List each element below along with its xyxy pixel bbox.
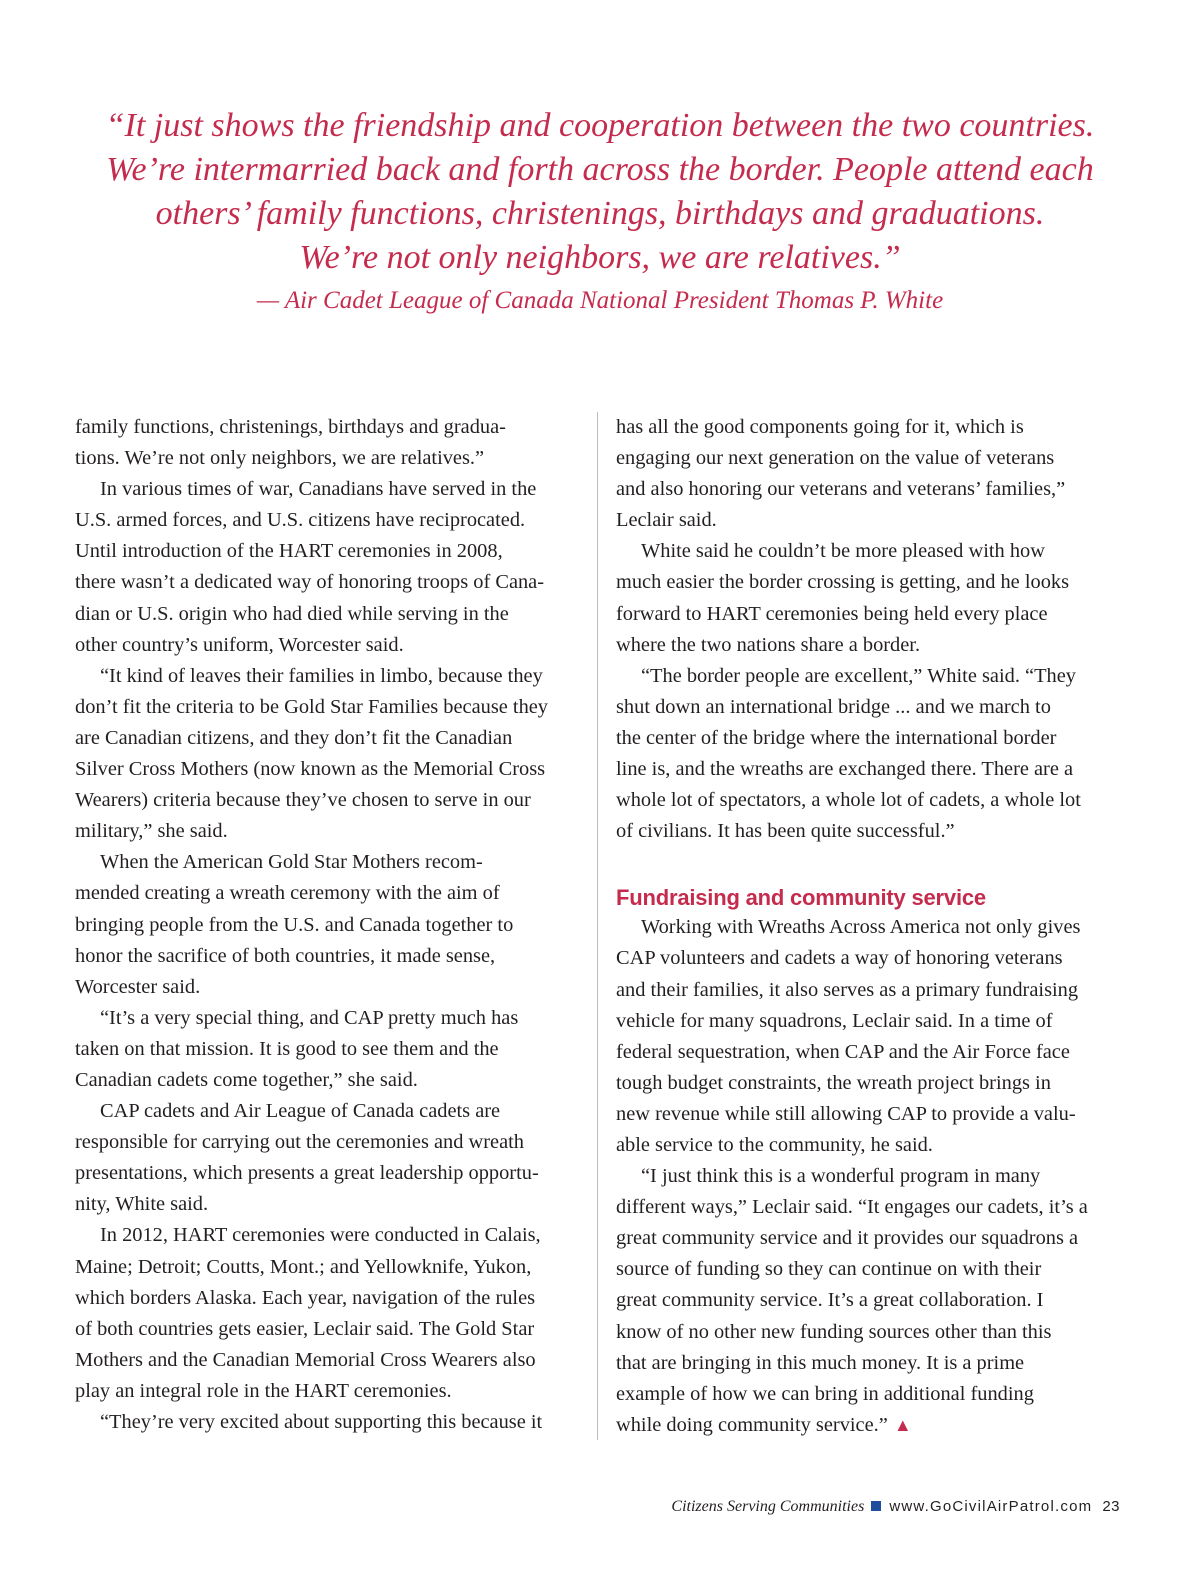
pull-quote-line: “It just shows the friendship and cooperation between the two countries. <box>105 107 1095 144</box>
text-line: great community service. It’s a great collaboration. I <box>616 1289 1044 1312</box>
footer-square-icon <box>871 1501 881 1511</box>
text-line: know of no other new funding sources other than this <box>616 1320 1052 1343</box>
text-line: vehicle for many squadrons, Leclair said. In a time of <box>616 1009 1053 1032</box>
text-line: are Canadian citizens, and they don’t fit the Canadian <box>75 726 513 749</box>
text-line: shut down an international bridge ... and we march to <box>616 695 1051 718</box>
text-line: source of funding so they can continue on with their <box>616 1258 1042 1281</box>
text-line: dian or U.S. origin who had died while serving in the <box>75 602 509 625</box>
text-line: that are bringing in this much money. It is a prime <box>616 1351 1025 1374</box>
text-line: military,” she said. <box>75 820 228 843</box>
right-column <box>616 412 1128 1441</box>
text-line: presentations, which presents a great leadership opportu- <box>75 1162 539 1185</box>
text-line: different ways,” Leclair said. “It engages our cadets, it’s a <box>616 1196 1088 1219</box>
text-line: Working with Wreaths Across America not only gives <box>641 916 1081 939</box>
text-line: “It’s a very special thing, and CAP pretty much has <box>100 1006 519 1029</box>
text-line: play an integral role in the HART ceremonies. <box>75 1379 452 1402</box>
text-line: federal sequestration, when CAP and the Air Force face <box>616 1040 1070 1063</box>
text-line: responsible for carrying out the ceremonies and wreath <box>75 1131 524 1154</box>
text-line: CAP volunteers and cadets a way of honoring veterans <box>616 947 1063 970</box>
text-line: tough budget constraints, the wreath project brings in <box>616 1071 1051 1094</box>
text-line: new revenue while still allowing CAP to provide a valu- <box>616 1102 1076 1125</box>
text-line: whole lot of spectators, a whole lot of cadets, a whole lot <box>616 789 1081 812</box>
text-line: there wasn’t a dedicated way of honoring troops of Cana- <box>75 571 545 594</box>
text-line: Until introduction of the HART ceremonies in 2008, <box>75 540 503 563</box>
text-line: When the American Gold Star Mothers recom- <box>100 851 483 874</box>
text-line: Wearers) criteria because they’ve chosen to serve in our <box>75 789 531 812</box>
pull-quote-attribution: — Air Cadet League of Canada National President Thomas P. White <box>256 287 944 314</box>
text-line: forward to HART ceremonies being held every place <box>616 602 1048 625</box>
text-line: In various times of war, Canadians have served in the <box>100 478 537 501</box>
text-line: “I just think this is a wonderful program in many <box>641 1165 1041 1188</box>
text-line: taken on that mission. It is good to see them and the <box>75 1037 499 1060</box>
text-line: “The border people are excellent,” White said. “They <box>641 664 1076 687</box>
pull-quote-line: others’ family functions, christenings, birthdays and graduations. <box>155 195 1045 232</box>
text-line: example of how we can bring in additional funding <box>616 1382 1034 1405</box>
text-line: and their families, it also serves as a primary fundraising <box>616 978 1079 1001</box>
text-line: U.S. armed forces, and U.S. citizens have reciprocated. <box>75 509 526 532</box>
left-column <box>75 412 585 1438</box>
text-line: able service to the community, he said. <box>616 1133 933 1156</box>
text-line: Leclair said. <box>616 509 717 532</box>
footer-tagline: Citizens Serving Communities <box>671 1498 865 1515</box>
text-line: where the two nations share a border. <box>616 633 921 656</box>
text-line: bringing people from the U.S. and Canada together to <box>75 913 514 936</box>
text-line: In 2012, HART ceremonies were conducted in Calais, <box>100 1224 541 1247</box>
text-line: great community service and it provides our squadrons a <box>616 1227 1079 1250</box>
text-line: the center of the bridge where the international border <box>616 726 1057 749</box>
text-line: Maine; Detroit; Coutts, Mont.; and Yellowknife, Yukon, <box>75 1255 532 1278</box>
text-line: “It kind of leaves their families in limbo, because they <box>100 664 543 687</box>
section-heading: Fundraising and community service <box>616 885 986 911</box>
text-line: engaging our next generation on the value of veterans <box>616 447 1055 470</box>
text-line-last <box>616 1410 1128 1441</box>
text-line: much easier the border crossing is getting, and he looks <box>616 571 1070 594</box>
text-line: Canadian cadets come together,” she said. <box>75 1068 418 1091</box>
text-line: tions. We’re not only neighbors, we are relatives.” <box>75 447 485 470</box>
pull-quote-line: We’re intermarried back and forth across the border. People attend each <box>106 151 1094 188</box>
text-line: line is, and the wreaths are exchanged there. There are a <box>616 758 1074 781</box>
text-line: family functions, christenings, birthdays and gradua- <box>75 416 506 438</box>
text-line: CAP cadets and Air League of Canada cadets are <box>100 1100 501 1123</box>
pull-quote-line: We’re not only neighbors, we are relatives.” <box>299 239 901 276</box>
column-divider <box>597 412 598 1440</box>
footer-url: www.GoCivilAirPatrol.com <box>889 1498 1093 1515</box>
text-line: Mothers and the Canadian Memorial Cross Wearers also <box>75 1348 536 1371</box>
end-triangle-icon: ▲ <box>893 1414 912 1435</box>
text-line: other country’s uniform, Worcester said. <box>75 633 404 656</box>
text-line: of civilians. It has been quite successful.” <box>616 820 955 843</box>
text-line: of both countries gets easier, Leclair said. The Gold Star <box>75 1317 535 1340</box>
text-line: nity, White said. <box>75 1193 209 1216</box>
text-line: White said he couldn’t be more pleased with how <box>641 540 1045 563</box>
text-line: don’t fit the criteria to be Gold Star Families because they <box>75 695 549 718</box>
text-line: mended creating a wreath ceremony with the aim of <box>75 882 500 905</box>
text-line: and also honoring our veterans and veterans’ families,” <box>616 478 1066 501</box>
page-footer <box>671 1496 1120 1518</box>
text-line: has all the good components going for it, which is <box>616 416 1024 438</box>
text-line: Silver Cross Mothers (now known as the Memorial Cross <box>75 758 546 781</box>
page-number: 23 <box>1102 1498 1120 1515</box>
text-line: “They’re very excited about supporting this because it <box>100 1411 543 1433</box>
text-line: honor the sacrifice of both countries, it made sense, <box>75 944 496 967</box>
text-line: Worcester said. <box>75 975 201 998</box>
pull-quote <box>60 104 1140 318</box>
text-line: which borders Alaska. Each year, navigation of the rules <box>75 1286 536 1309</box>
text-line-last-text: while doing community service.” <box>616 1413 888 1436</box>
